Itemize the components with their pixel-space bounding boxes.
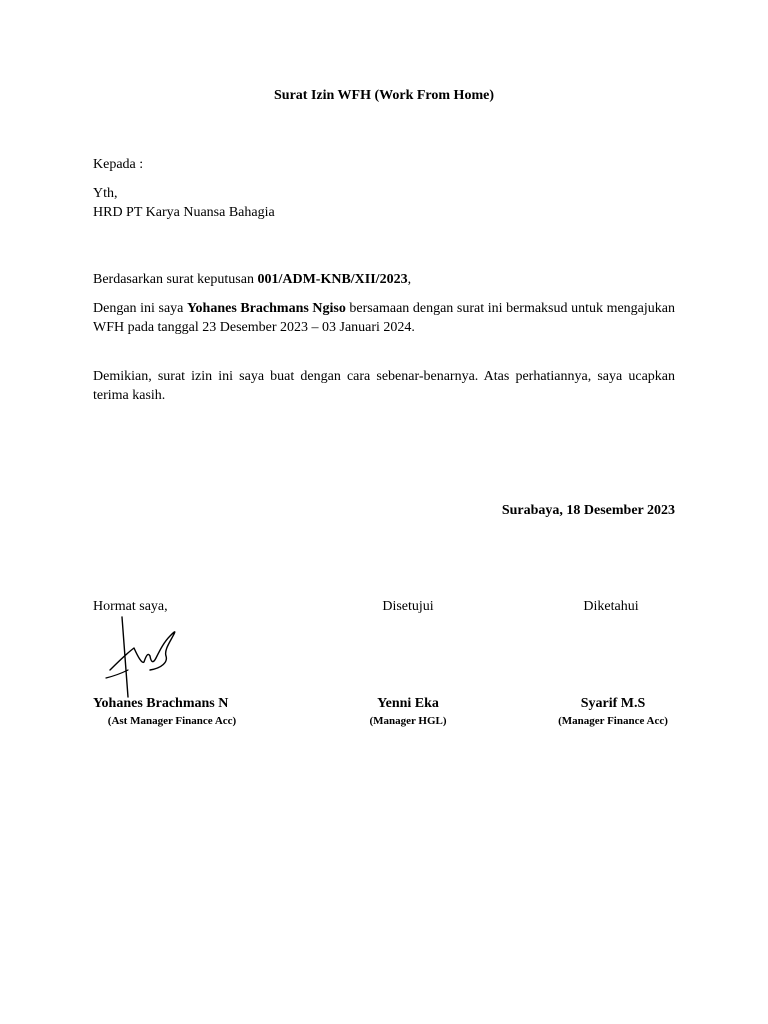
letter-title: Surat Izin WFH (Work From Home) xyxy=(274,88,494,103)
sender-name: Yohanes Brachmans N xyxy=(93,696,229,711)
request-paragraph xyxy=(93,299,675,337)
acknowledger-heading: Diketahui xyxy=(583,599,639,614)
sender-heading: Hormat saya, xyxy=(93,599,168,614)
handwritten-signature xyxy=(104,612,184,702)
decree-number: 001/ADM-KNB/XII/2023 xyxy=(257,272,408,287)
approver-name: Yenni Eka xyxy=(377,696,439,711)
acknowledger-role: (Manager Finance Acc) xyxy=(558,715,668,727)
basis-sentence xyxy=(93,270,411,289)
to-label: Kepada : xyxy=(93,157,144,172)
basis-prefix: Berdasarkan surat keputusan xyxy=(93,272,258,287)
closing-paragraph: Demikian, surat izin ini saya buat dengan cara sebenar-benarnya. Atas perhatiannya, saya ucapkan terima kasih. xyxy=(93,369,675,403)
recipient-greeting: Yth, xyxy=(93,186,118,201)
acknowledger-name: Syarif M.S xyxy=(580,696,646,711)
recipient-company: HRD PT Karya Nuansa Bahagia xyxy=(93,205,275,220)
basis-suffix: , xyxy=(407,272,412,287)
employee-name: Yohanes Brachmans Ngiso xyxy=(186,301,346,316)
approver-role: (Manager HGL) xyxy=(369,715,447,727)
request-prefix: Dengan ini saya xyxy=(93,301,187,316)
place-date: Surabaya, 18 Desember 2023 xyxy=(501,503,675,518)
sender-role: (Ast Manager Finance Acc) xyxy=(107,715,237,727)
approver-heading: Disetujui xyxy=(382,599,434,614)
request-suffix: bersamaan dengan surat ini bermaksud untuk mengajukan WFH pada tanggal 23 Desember 2023 – 03 Januari 2024. xyxy=(93,301,675,335)
